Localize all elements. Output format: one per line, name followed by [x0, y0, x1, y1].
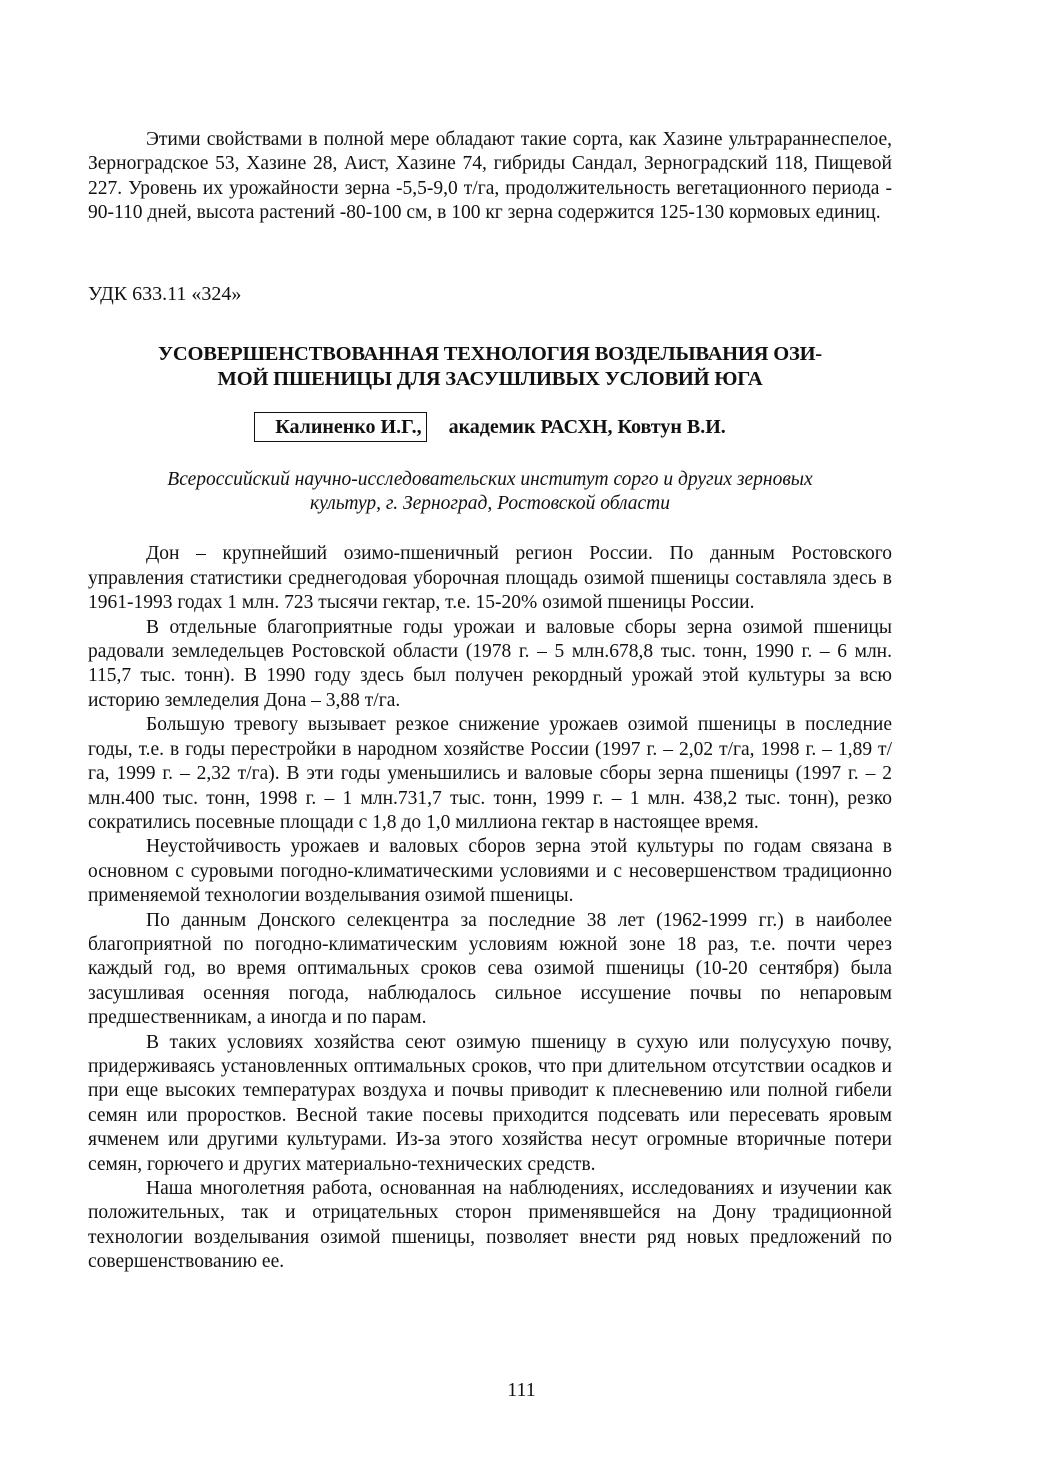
affiliation-line-2: культур, г. Зерноград, Ростовской области — [309, 493, 671, 515]
page-number: 111 — [507, 1379, 536, 1401]
body-paragraph: Дон – крупнейший озимо-пшеничный регион России. По данным Ростовского управления статистики среднегодовая уборочная площадь озимой пшеницы составляла здесь в 1961-1993 годах 1 млн. 723 тысячи гектар, т.е. 15-20% озимой пшеницы России. — [88, 543, 892, 614]
affiliation-line-1: Всероссийский научно-исследовательских институт сорго и других зерновых — [167, 469, 813, 491]
article-body — [88, 542, 892, 1274]
intro-paragraph: Этими свойствами в полной мере обладают такие сорта, как Хазине ультрараннеспелое, Зерноградское 53, Хазине 28, Аист, Хазине 74, гибриды Сандал, Зерноградский 118, Пищевой 227. Уровень их урожайности зерна -5,5-9,0 т/га, продолжительность вегетационного периода - 90-110 дней, высота растений -80-100 см, в 100 кг зерна содержится 125-130 кормовых единиц. — [88, 129, 892, 224]
body-paragraph: Большую тревогу вызывает резкое снижение урожаев озимой пшеницы в последние годы, т.е. в годы перестройки в народном хозяйстве России (1997 г. – 2,02 т/га, 1998 г. – 1,89 т/га, 1999 г. – 2,32 т/га). В эти годы уменьшились и валовые сборы зерна пшеницы (1997 г. – 2 млн.400 тыс. тонн, 1998 г. – 1 млн.731,7 тыс. тонн, 1999 г. – 1 млн. 438,2 тыс. тонн), резко сократились посевные площади с 1,8 до 1,0 миллиона гектар в настоящее время. — [88, 714, 892, 833]
author-rest: академик РАСХН, Ковтун В.И. — [448, 416, 726, 439]
author-boxed: Калиненко И.Г., — [254, 412, 426, 442]
body-paragraph: По данным Донского селекцентра за последние 38 лет (1962-1999 гг.) в наиболее благоприятной по погодно-климатическим условиям южной зоне 18 раз, т.е. почти через каждый год, во время оптимальных сроков сева озимой пшеницы (10-20 сентября) была засушливая осенняя погода, наблюдалось сильное иссушение почвы по непаровым предшественникам, а иногда и по парам. — [88, 909, 892, 1029]
body-paragraph: В таких условиях хозяйства сеют озимую пшеницу в сухую или полусухую почву, придерживаясь установленных оптимальных сроков, что при длительном отсутствии осадков и при еще высоких температурах воздуха и почвы приводит к плесневению или полной гибели семян или проростков. Весной такие посевы приходится подсевать или пересевать яровым ячменем или другими культурами. Из-за этого хозяйства несут огромные вторичные потери семян, горючего и других материально-технических средств. — [88, 1031, 892, 1175]
body-paragraph: Наша многолетняя работа, основанная на наблюдениях, исследованиях и изучении как положительных, так и отрицательных сторон применявшейся на Дону традиционной технологии возделывания озимой пшеницы, позволяет внести ряд новых предложений по совершенствованию ее. — [88, 1178, 892, 1273]
article-page — [88, 128, 892, 1275]
title-line-2: МОЙ ПШЕНИЦЫ ДЛЯ ЗАСУШЛИВЫХ УСЛОВИЙ ЮГА — [217, 368, 763, 391]
article-title — [88, 342, 892, 392]
authors — [88, 412, 892, 442]
body-paragraph: В отдельные благоприятные годы урожаи и валовые сборы зерна озимой пшеницы радовали земледельцев Ростовской области (1978 г. – 5 млн.678,8 тыс. тонн, 1990 г. – 6 млн. 115,7 тыс. тонн). В 1990 году здесь был получен рекордный урожай этой культуры за всю историю земледелия Дона – 3,88 т/га. — [88, 616, 892, 711]
body-paragraph: Неустойчивость урожаев и валовых сборов зерна этой культуры по годам связана в основном с суровыми погодно-климатическими условиями и с несовершенством традиционно применяемой технологии возделывания озимой пшеницы. — [88, 836, 892, 907]
affiliation — [88, 468, 892, 516]
title-line-1: УСОВЕРШЕНСТВОВАННАЯ ТЕХНОЛОГИЯ ВОЗДЕЛЫВАНИЯ ОЗИ- — [158, 343, 822, 366]
udk-code: УДК 633.11 «324» — [88, 282, 242, 305]
